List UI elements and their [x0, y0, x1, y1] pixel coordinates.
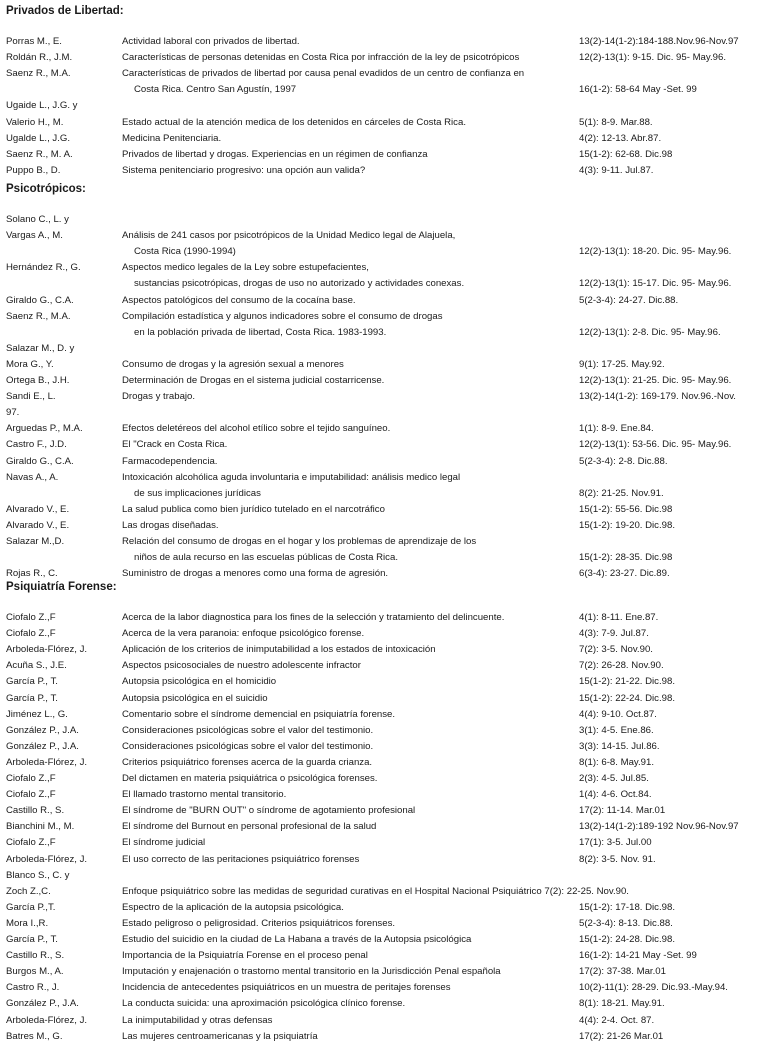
entry-author: Sandi E., L. — [6, 391, 56, 402]
entry-title: Aspectos medico legales de la Ley sobre estupefacientes, — [122, 262, 369, 273]
entry-reference: 8(1): 18-21. May.91. — [579, 998, 665, 1009]
entry-author: Ciofalo Z.,F — [6, 837, 56, 848]
bibliography-entry — [0, 819, 759, 834]
entry-reference: 13(2)-14(1-2):184-188.Nov.96-Nov.97 — [579, 36, 739, 47]
entry-reference: 17(1): 3-5. Jul.00 — [579, 837, 652, 848]
bibliography-entry — [0, 518, 759, 533]
entry-author: Ortega B., J.H. — [6, 375, 70, 386]
entry-title: Consumo de drogas y la agresión sexual a menores — [122, 359, 344, 370]
entry-reference: 6(3-4): 23-27. Dic.89. — [579, 568, 670, 579]
entry-reference: 17(2): 11-14. Mar.01 — [579, 805, 666, 816]
entry-title: Espectro de la aplicación de la autopsia psicológica. — [122, 902, 344, 913]
bibliography-entry — [0, 566, 759, 581]
entry-reference: 7(2): 3-5. Nov.90. — [579, 644, 653, 655]
entry-author: García P., T. — [6, 676, 58, 687]
bibliography-entry — [0, 900, 759, 915]
entry-author: Mora I.,R. — [6, 918, 49, 929]
bibliography-entry — [0, 131, 759, 146]
entry-title: Comentario sobre el síndrome demencial en psiquiatría forense. — [122, 709, 396, 720]
entry-author: González P., J.A. — [6, 998, 79, 1009]
entry-reference: 12(2)-13(1): 21-25. Dic. 95- May.96. — [579, 375, 732, 386]
entry-author: Acuña S., J.E. — [6, 660, 67, 671]
entry-author: Navas A., A. — [6, 472, 59, 483]
entry-reference: 4(4): 2-4. Oct. 87. — [579, 1015, 655, 1026]
entry-reference: 16(1-2): 14-21 May -Set. 99 — [579, 950, 697, 961]
entry-reference: 4(2): 12-13. Abr.87. — [579, 133, 662, 144]
entry-title: El síndrome judicial — [122, 837, 206, 848]
bibliography-entry — [0, 502, 759, 517]
entry-title: Estado peligroso o peligrosidad. Criterios psiquiátricos forenses. — [122, 918, 396, 929]
entry-author: Ciofalo Z.,F — [6, 773, 56, 784]
entry-author: Zoch Z.,C. — [6, 886, 51, 897]
entry-reference: 13(2)-14(1-2):189-192 Nov.96-Nov.97 — [579, 821, 739, 832]
entry-title: Criterios psiquiátrico forenses acerca de la guarda crianza. — [122, 757, 373, 768]
entry-reference: 5(2-3-4): 2-8. Dic.88. — [579, 456, 668, 467]
entry-title: Imputación y enajenación o trastorno mental transitorio en la Jurisdicción Penal española — [122, 966, 501, 977]
section-heading: Psiquiatría Forense: — [6, 581, 117, 593]
bibliography-entry — [0, 115, 759, 130]
entry-title: Aspectos psicosociales de nuestro adolescente infractor — [122, 660, 361, 671]
entry-title: La salud publica como bien jurídico tutelado en el narcotráfico — [122, 504, 385, 515]
entry-reference: 4(1): 8-11. Ene.87. — [579, 612, 659, 623]
bibliography-entry — [0, 803, 759, 818]
entry-author: Valerio H., M. — [6, 117, 64, 128]
entry-author: Arboleda-Flórez, J. — [6, 1015, 88, 1026]
entry-author: García P., T. — [6, 934, 58, 945]
entry-reference: 12(2)-13(1): 15-17. Dic. 95- May.96. — [579, 278, 732, 289]
bibliography-entry — [0, 34, 759, 49]
bibliography-entry — [0, 948, 759, 963]
entry-reference: 9(1): 17-25. May.92. — [579, 359, 665, 370]
entry-author: González P., J.A. — [6, 725, 79, 736]
entry-reference: 8(2): 21-25. Nov.91. — [579, 488, 664, 499]
entry-title: El síndrome de "BURN OUT" o síndrome de agotamiento profesional — [122, 805, 416, 816]
entry-author: Hernández R., G. — [6, 262, 81, 273]
entry-title: Características de personas detenidas en Costa Rica por infracción de la ley de psicotrópicos — [122, 52, 520, 63]
bibliography-entry — [0, 868, 759, 883]
entry-title: Autopsia psicológica en el suicidio — [122, 693, 268, 704]
entry-author: Giraldo G., C.A. — [6, 456, 74, 467]
entry-author: Ciofalo Z.,F — [6, 612, 56, 623]
bibliography-entry — [0, 626, 759, 641]
entry-reference: 15(1-2): 55-56. Dic.98 — [579, 504, 673, 515]
bibliography-entry — [0, 66, 759, 81]
entry-title: El uso correcto de las peritaciones psiquiátrico forenses — [122, 854, 360, 865]
entry-reference: 12(2)-13(1): 18-20. Dic. 95- May.96. — [579, 246, 732, 257]
entry-title: Estudio del suicidio en la ciudad de La Habana a través de la Autopsia psicológica — [122, 934, 472, 945]
bibliography-entry — [0, 916, 759, 931]
bibliography-entry — [0, 707, 759, 722]
entry-reference: 4(3): 7-9. Jul.87. — [579, 628, 649, 639]
entry-reference: 10(2)-11(1): 28-29. Dic.93.-May.94. — [579, 982, 728, 993]
bibliography-entry — [0, 470, 759, 485]
entry-author: Ciofalo Z.,F — [6, 628, 56, 639]
entry-title: de sus implicaciones jurídicas — [134, 488, 261, 499]
entry-reference: 8(1): 6-8. May.91. — [579, 757, 655, 768]
bibliography-entry — [0, 534, 759, 549]
bibliography-entry — [0, 755, 759, 770]
entry-reference: 1(4): 4-6. Oct.84. — [579, 789, 652, 800]
entry-title: Acerca de la vera paranoia: enfoque psicológico forense. — [122, 628, 365, 639]
entry-author: Castillo R., S. — [6, 805, 65, 816]
entry-title: La conducta suicida: una aproximación psicológica clínico forense. — [122, 998, 406, 1009]
entry-title: Suministro de drogas a menores como una forma de agresión. — [122, 568, 389, 579]
entry-author: Alvarado V., E. — [6, 520, 70, 531]
bibliography-entry — [0, 610, 759, 625]
entry-title: Costa Rica. Centro San Agustín, 1997 — [134, 84, 297, 95]
entry-continuation — [0, 276, 759, 291]
entry-title: Determinación de Drogas en el sistema judicial costarricense. — [122, 375, 385, 386]
entry-reference: 17(2): 21-26 Mar.01 — [579, 1031, 664, 1042]
bibliography-entry — [0, 787, 759, 802]
entry-reference: 7(2): 26-28. Nov.90. — [579, 660, 664, 671]
entry-author: Giraldo G., C.A. — [6, 295, 74, 306]
entry-reference: 12(2)-13(1): 2-8. Dic. 95- May.96. — [579, 327, 721, 338]
entry-author: García P., T. — [6, 693, 58, 704]
bibliography-entry — [0, 723, 759, 738]
entry-title: Estado actual de la atención medica de los detenidos en cárceles de Costa Rica. — [122, 117, 466, 128]
bibliography-entry — [0, 996, 759, 1011]
entry-author: Saenz R., M.A. — [6, 68, 71, 79]
bibliography-entry — [0, 421, 759, 436]
bibliography-entry — [0, 642, 759, 657]
entry-author: Solano C., L. y — [6, 214, 69, 225]
entry-reference: 17(2): 37-38. Mar.01 — [579, 966, 666, 977]
entry-reference: 15(1-2): 19-20. Dic.98. — [579, 520, 675, 531]
entry-reference: 12(2)-13(1): 53-56. Dic. 95- May.96. — [579, 439, 732, 450]
entry-continuation — [0, 325, 759, 340]
entry-title: Del dictamen en materia psiquiátrica o psicológica forenses. — [122, 773, 378, 784]
bibliography-entry — [0, 454, 759, 469]
section-heading: Psicotrópicos: — [6, 183, 86, 195]
entry-title: Las mujeres centroamericanas y la psiquiatría — [122, 1031, 318, 1042]
entry-author: Bianchini M., M. — [6, 821, 75, 832]
entry-title: Incidencia de antecedentes psiquiátricos en un muestra de peritajes forenses — [122, 982, 451, 993]
entry-continuation — [0, 486, 759, 501]
bibliography-entry — [0, 405, 759, 420]
bibliography-entry — [0, 658, 759, 673]
entry-title: Aspectos patológicos del consumo de la cocaína base. — [122, 295, 356, 306]
entry-reference: 15(1-2): 22-24. Dic.98. — [579, 693, 675, 704]
entry-author: Puppo B., D. — [6, 165, 61, 176]
entry-reference: 4(3): 9-11. Jul.87. — [579, 165, 654, 176]
entry-reference: 3(3): 14-15. Jul.86. — [579, 741, 660, 752]
entry-title: El llamado trastorno mental transitorio. — [122, 789, 287, 800]
bibliography-entry — [0, 293, 759, 308]
entry-title: Características de privados de libertad por causa penal evadidos de un centro de confianza en — [122, 68, 525, 79]
entry-author: Castillo R., S. — [6, 950, 65, 961]
entry-title: Importancia de la Psiquiatría Forense en el proceso penal — [122, 950, 368, 961]
entry-title: La inimputabilidad y otras defensas — [122, 1015, 273, 1026]
entry-title: Efectos deletéreos del alcohol etílico sobre el tejido sanguíneo. — [122, 423, 391, 434]
bibliography-entry — [0, 98, 759, 113]
bibliography-entry — [0, 212, 759, 227]
entry-continuation — [0, 244, 759, 259]
entry-title: Farmacodependencia. — [122, 456, 218, 467]
entry-reference: 3(1): 4-5. Ene.86. — [579, 725, 654, 736]
entry-title: Las drogas diseñadas. — [122, 520, 219, 531]
entry-reference: 13(2)-14(1-2): 169-179. Nov.96.-Nov. — [579, 391, 736, 402]
bibliography-entry — [0, 389, 759, 404]
entry-author: Arboleda-Flórez, J. — [6, 854, 88, 865]
entry-title: niños de aula recurso en las escuelas públicas de Costa Rica. — [134, 552, 398, 563]
entry-reference: 5(2-3-4): 24-27. Dic.88. — [579, 295, 679, 306]
entry-author: González P., J.A. — [6, 741, 79, 752]
entry-author: Salazar M.,D. — [6, 536, 65, 547]
entry-author: Rojas R., C. — [6, 568, 58, 579]
entry-title: El "Crack en Costa Rica. — [122, 439, 228, 450]
entry-reference: 15(1-2): 62-68. Dic.98 — [579, 149, 673, 160]
entry-title: Drogas y trabajo. — [122, 391, 196, 402]
entry-author: Arguedas P., M.A. — [6, 423, 83, 434]
entry-author: Batres M., G. — [6, 1031, 63, 1042]
bibliography-entry — [0, 674, 759, 689]
entry-reference: 15(1-2): 24-28. Dic.98. — [579, 934, 675, 945]
entry-author: Mora G., Y. — [6, 359, 54, 370]
entry-title: Sistema penitenciario progresivo: una opción aun valida? — [122, 165, 366, 176]
bibliography-entry — [0, 691, 759, 706]
entry-author: Ciofalo Z.,F — [6, 789, 56, 800]
entry-title: Actividad laboral con privados de libertad. — [122, 36, 300, 47]
entry-title: Análisis de 241 casos por psicotrópicos de la Unidad Medico legal de Alajuela, — [122, 230, 456, 241]
entry-reference: 5(1): 8-9. Mar.88. — [579, 117, 653, 128]
entry-author: Roldán R., J.M. — [6, 52, 73, 63]
entry-author: Castro R., J. — [6, 982, 60, 993]
bibliography-entry — [0, 980, 759, 995]
entry-author: Blanco S., C. y — [6, 870, 70, 881]
bibliography-entry — [0, 1013, 759, 1028]
entry-continuation — [0, 82, 759, 97]
entry-reference: 1(1): 8-9. Ene.84. — [579, 423, 654, 434]
entry-reference: 15(1-2): 28-35. Dic.98 — [579, 552, 673, 563]
entry-author: Salazar M., D. y — [6, 343, 75, 354]
entry-author: Saenz R., M. A. — [6, 149, 73, 160]
entry-reference: 5(2-3-4): 8-13. Dic.88. — [579, 918, 673, 929]
entry-author: Arboleda-Flórez, J. — [6, 757, 88, 768]
entry-reference: 16(1-2): 58-64 May -Set. 99 — [579, 84, 697, 95]
entry-author: Saenz R., M.A. — [6, 311, 71, 322]
entry-reference: 4(4): 9-10. Oct.87. — [579, 709, 657, 720]
entry-continuation — [0, 550, 759, 565]
entry-title: Consideraciones psicológicas sobre el valor del testimonio. — [122, 741, 374, 752]
bibliography-entry — [0, 228, 759, 243]
entry-author: 97. — [6, 407, 20, 418]
entry-author: García P.,T. — [6, 902, 56, 913]
entry-title: sustancias psicotrópicas, drogas de uso no autorizado y actividades conexas. — [134, 278, 465, 289]
bibliography-entry — [0, 437, 759, 452]
entry-title: Autopsia psicológica en el homicidio — [122, 676, 277, 687]
bibliography-entry — [0, 147, 759, 162]
entry-reference: 8(2): 3-5. Nov. 91. — [579, 854, 656, 865]
bibliography-entry — [0, 309, 759, 324]
entry-title: El síndrome del Burnout en personal profesional de la salud — [122, 821, 377, 832]
entry-author: Arboleda-Flórez, J. — [6, 644, 88, 655]
entry-title: Compilación estadística y algunos indicadores sobre el consumo de drogas — [122, 311, 443, 322]
bibliography-entry — [0, 739, 759, 754]
entry-title: Acerca de la labor diagnostica para los fines de la selección y tratamiento del delincuente. — [122, 612, 505, 623]
entry-reference: 15(1-2): 17-18. Dic.98. — [579, 902, 675, 913]
entry-title: Relación del consumo de drogas en el hogar y los problemas de aprendizaje de los — [122, 536, 477, 547]
entry-author: Jiménez L., G. — [6, 709, 68, 720]
entry-title: Costa Rica (1990-1994) — [134, 246, 236, 257]
entry-title: Privados de libertad y drogas. Experiencias en un régimen de confianza — [122, 149, 428, 160]
bibliography-entry — [0, 932, 759, 947]
entry-title: Medicina Penitenciaria. — [122, 133, 222, 144]
entry-title: Aplicación de los criterios de inimputabilidad a los estados de intoxicación — [122, 644, 436, 655]
entry-title: en la población privada de libertad, Costa Rica. 1983-1993. — [134, 327, 387, 338]
entry-author: Ugaide L., J.G. y — [6, 100, 78, 111]
entry-author: Ugalde L., J.G. — [6, 133, 70, 144]
bibliography-entry — [0, 835, 759, 850]
entry-reference: 2(3): 4-5. Jul.85. — [579, 773, 649, 784]
bibliography-entry — [0, 260, 759, 275]
bibliography-entry — [0, 1029, 759, 1044]
section-heading: Privados de Libertad: — [6, 5, 124, 17]
bibliography-entry — [0, 964, 759, 979]
entry-author: Castro F., J.D. — [6, 439, 67, 450]
entry-title: Enfoque psiquiátrico sobre las medidas de seguridad curativas en el Hospital Nacional Psiquiátrico 7(2): 22-25. Nov.90. — [122, 886, 629, 897]
entry-title: Intoxicación alcohólica aguda involuntaria e imputabilidad: análisis medico legal — [122, 472, 461, 483]
entry-author: Alvarado V., E. — [6, 504, 70, 515]
bibliography-entry — [0, 771, 759, 786]
entry-author: Vargas A., M. — [6, 230, 63, 241]
bibliography-entry — [0, 884, 759, 899]
entry-author: Porras M., E. — [6, 36, 62, 47]
bibliography-entry — [0, 163, 759, 178]
bibliography-entry — [0, 50, 759, 65]
entry-reference: 12(2)-13(1): 9-15. Dic. 95- May.96. — [579, 52, 726, 63]
entry-title: Consideraciones psicológicas sobre el valor del testimonio. — [122, 725, 374, 736]
entry-author: Burgos M., A. — [6, 966, 64, 977]
bibliography-entry — [0, 357, 759, 372]
bibliography-entry — [0, 373, 759, 388]
bibliography-entry — [0, 852, 759, 867]
bibliography-entry — [0, 341, 759, 356]
entry-reference: 15(1-2): 21-22. Dic.98. — [579, 676, 675, 687]
